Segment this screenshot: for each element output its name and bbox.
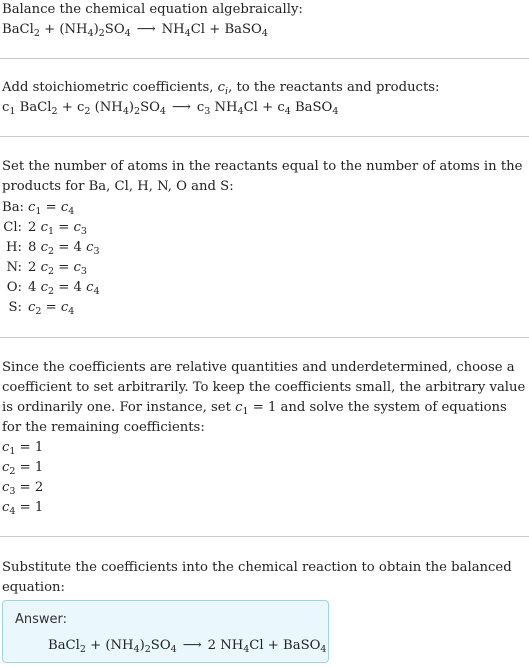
- coefficient-equation: $c_1$ BaCl$_2$ + $c_2$ $(NH_4)_2SO_4$ ⟶ $c_3$ $NH_4Cl + c_4$ BaSO$_4$: [2, 100, 339, 117]
- element-label: O:: [6, 280, 22, 295]
- element-label: N:: [6, 260, 22, 275]
- unbalanced-equation: BaCl$_2$ + $(NH_4)_2SO_4$ ⟶ $NH_4Cl$ + BaSO$_4$: [2, 22, 268, 39]
- element-label: S:: [8, 300, 22, 315]
- balance-equation: 4 $c_2 = 4$ $c_4$: [28, 280, 100, 297]
- answer-box: [2, 600, 329, 663]
- balanced-equation: BaCl$_2$ + $(NH_4)_2SO_4$ ⟶ 2 $NH_4Cl$ + BaSO$_4$: [48, 638, 327, 655]
- balance-equation: 8 $c_2 = 4$ $c_3$: [28, 240, 100, 257]
- separator: [0, 136, 529, 137]
- answer-label: Answer:: [15, 612, 68, 627]
- solution-c1: $c_1 = 1$: [2, 440, 44, 457]
- solution-c4: $c_4 = 1$: [2, 500, 44, 517]
- separator: [0, 337, 529, 338]
- section-3-intro: Set the number of atoms in the reactants equal to the number of atoms in the products for Ba, Cl, H, N, O and S:: [2, 159, 523, 194]
- solution-c3: $c_3 = 2$: [2, 480, 44, 497]
- section-4-intro: Since the coefficients are relative quantities and underdetermined, choose a coefficient to set arbitrarily. To keep the coefficients small, the arbitrary value is ordinarily one. For instance, set $c_1 = 1$ and solve the system of equations for the remaining coefficients:: [2, 360, 526, 435]
- separator: [0, 536, 529, 537]
- balance-equation: 2 $c_2 = c_3$: [28, 260, 87, 277]
- element-label: H:: [6, 240, 22, 255]
- atom-balance-table: [2, 198, 100, 318]
- balance-equation: $c_2 = c_4$: [28, 300, 75, 317]
- element-label: Ba:: [2, 200, 24, 215]
- balance-equation: 2 $c_1 = c_3$: [28, 220, 87, 237]
- separator: [0, 58, 529, 59]
- section-1-intro: Balance the chemical equation algebraically:: [2, 2, 303, 17]
- element-label: Cl:: [3, 220, 22, 235]
- section-5-intro: Substitute the coefficients into the chemical reaction to obtain the balanced equation:: [2, 560, 512, 595]
- balance-equation: $c_1 = c_4$: [28, 200, 75, 217]
- section-2-intro: Add stoichiometric coefficients, $c_i$, to the reactants and products:: [2, 80, 440, 97]
- solution-c2: $c_2 = 1$: [2, 460, 44, 477]
